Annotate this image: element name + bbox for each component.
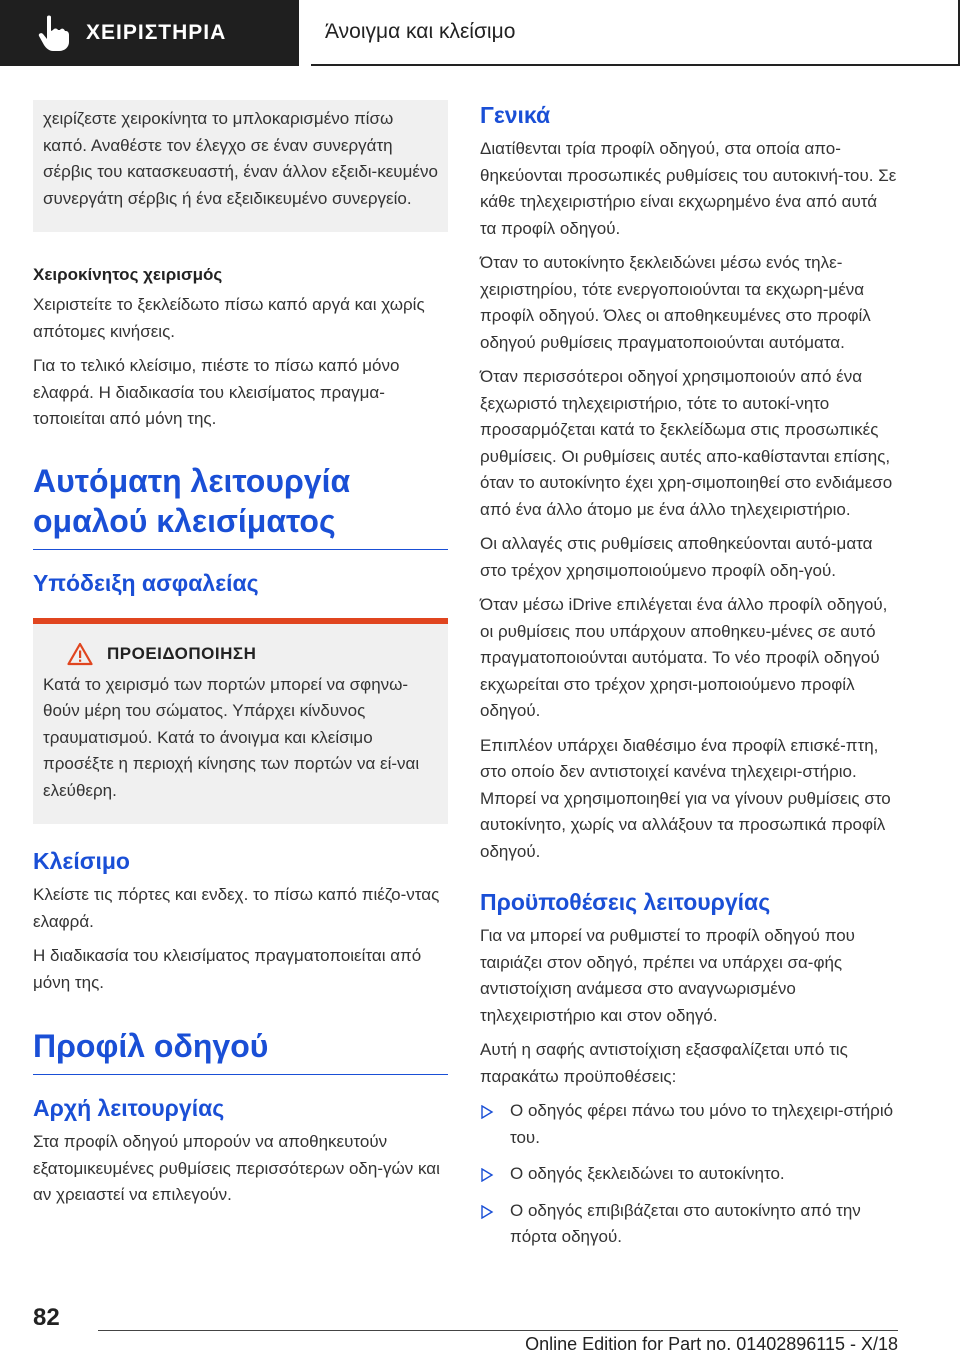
general-text-6: Επιπλέον υπάρχει διαθέσιμο ένα προφίλ επισκέ‐πτη, στο οποίο δεν αντιστοιχεί κανένα τηλεχειρι‐στήριο. Μπορεί να χρησιμοποιηθεί για να γίνουν ρυθμίσεις στο αυτοκίνητο, χωρίς να αλλάξουν τα προσωπικά προφίλ οδηγού. (480, 735, 891, 861)
principle-text: Στα προφίλ οδηγού μπορούν να αποθηκευτούν εξατομικευμένες ρυθμίσεις περισσότερων οδη‐γών και αν χρειαστεί να επιλεγούν. (33, 1132, 440, 1204)
closing-heading: Κλείσιμο (33, 848, 130, 874)
section-label: ΧΕΙΡΙΣΤΗΡΙΑ (86, 21, 227, 44)
general-heading: Γενικά (480, 102, 551, 128)
edition-text: Online Edition for Part no. 01402896115 - X/18 (525, 1334, 898, 1354)
driver-profile-heading: Προφίλ οδηγού (33, 1026, 448, 1075)
triangle-bullet-icon (480, 1168, 494, 1182)
intro-box (33, 100, 448, 232)
page-number: 82 (33, 1304, 60, 1331)
triangle-bullet-icon (480, 1205, 494, 1219)
manual-operation-text-2: Για το τελικό κλείσιμο, πιέστε το πίσω καπό μόνο ελαφρά. Η διαδικασία του κλεισίματος πραγμα‐τοποιείται από μόνη της. (33, 356, 400, 428)
chapter-title: Άνοιγμα και κλείσιμο (325, 20, 516, 43)
list-item (480, 1161, 898, 1188)
prerequisites-heading: Προϋποθέσεις λειτουργίας (480, 889, 771, 915)
warning-box (33, 618, 448, 825)
list-item-text: Ο οδηγός ξεκλειδώνει το αυτοκίνητο. (510, 1164, 785, 1183)
list-item-text: Ο οδηγός επιβιβάζεται στο αυτοκίνητο από την πόρτα οδηγού. (510, 1200, 861, 1246)
page-header (0, 0, 960, 84)
soft-close-heading: Αυτόματη λειτουργία ομαλού κλεισίματος (33, 461, 448, 550)
closing-text-2: Η διαδικασία του κλεισίματος πραγματοποιείται από μόνη της. (33, 946, 422, 992)
hand-pointer-icon (30, 9, 78, 57)
closing-text-1: Κλείστε τις πόρτες και ενδεχ. το πίσω καπό πιέζο‐ντας ελαφρά. (33, 885, 440, 931)
triangle-bullet-icon (480, 1105, 494, 1119)
safety-note-heading: Υπόδειξη ασφαλείας (33, 569, 259, 596)
general-text-5: Όταν μέσω iDrive επιλέγεται ένα άλλο προφίλ οδηγού, οι ρυθμίσεις που υπάρχουν αποθηκευ‐μένες σε αυτό πραγματοποιούνται αυτόματα. Το νέο προφίλ οδηγού εκχωρείται στο τρέχον χρησι‐μοποιούμενο προφίλ οδηγού. (480, 595, 888, 720)
manual-operation-heading: Χειροκίνητος χειρισμός (33, 265, 223, 284)
prerequisites-text-2: Αυτή η σαφής αντιστοίχιση εξασφαλίζεται υπό τις παρακάτω προϋποθέσεις: (480, 1040, 848, 1086)
chapter-tab (311, 0, 960, 66)
warning-triangle-icon (67, 642, 93, 666)
principle-heading: Αρχή λειτουργίας (33, 1095, 225, 1121)
prerequisites-list (480, 1098, 898, 1251)
general-text-3: Όταν περισσότεροι οδηγοί χρησιμοποιούν από ένα ξεχωριστό τηλεχειριστήριο, τότε το αυτοκί‐νητο προσαρμόζεται κατά το ξεκλείδωμα στις προσωπικές ρυθμίσεις. Οι ρυθμίσεις αυτές απο‐καθίστανται επίσης, όταν το αυτοκίνητο έχει χρη‐σιμοποιηθεί στο ενδιάμεσο από ένα άλλο άτομο με ένα άλλο τηλεχειριστήριο. (480, 367, 893, 519)
warning-title-row (67, 642, 438, 666)
list-item (480, 1198, 898, 1251)
left-column (33, 100, 448, 1217)
right-column (480, 100, 898, 1261)
general-text-4: Οι αλλαγές στις ρυθμίσεις αποθηκεύονται αυτό‐ματα στο τρέχον χρησιμοποιούμενο προφίλ οδη‐γού. (480, 534, 873, 580)
general-text-2: Όταν το αυτοκίνητο ξεκλειδώνει μέσω ενός τηλε‐χειριστηρίου, τότε ενεργοποιούνται τα εκχωρη‐μένα προφίλ οδηγού. Όλες οι αποθηκευμένες στο προφίλ οδηγού ρυθμίσεις πραγματοποιούνται αυτόματα. (480, 253, 871, 352)
manual-operation-text-1: Χειριστείτε το ξεκλείδωτο πίσω καπό αργά και χωρίς απότομες κινήσεις. (33, 295, 425, 341)
footer-rule (98, 1330, 898, 1331)
list-item-text: Ο οδηγός φέρει πάνω του μόνο το τηλεχειρι‐στήριό του. (510, 1101, 894, 1147)
page-footer (0, 1300, 960, 1362)
prerequisites-text-1: Για να μπορεί να ρυθμιστεί το προφίλ οδηγού που ταιριάζει στον οδηγό, πρέπει να υπάρχει σα‐φής αντιστοίχιση ανάμεσα στο αναγνωρισμένο τηλεχειριστήριο και στον οδηγό. (480, 926, 855, 1025)
section-tab (0, 0, 299, 66)
warning-title: ΠΡΟΕΙΔΟΠΟΙΗΣΗ (107, 643, 257, 663)
list-item (480, 1098, 898, 1151)
warning-text: Κατά το χειρισμό των πορτών μπορεί να σφηνω‐θούν μέρη του σώματος. Υπάρχει κίνδυνος τραυματισμού. Κατά το άνοιγμα και κλείσιμο προσέξτε η περιοχή κίνησης των πορτών να εί‐ναι ελεύθερη. (43, 674, 420, 800)
general-text-1: Διατίθενται τρία προφίλ οδηγού, στα οποία απο‐θηκεύονται προσωπικές ρυθμίσεις του αυτοκινή‐του. Σε κάθε τηλεχειριστήριο είναι εκχωρημένο ένα από αυτά τα προφίλ οδηγού. (480, 139, 897, 238)
intro-box-text: χειρίζεστε χειροκίνητα το μπλοκαρισμένο πίσω καπό. Αναθέστε τον έλεγχο σε έναν συνεργάτη σέρβις του κατασκευαστή, έναν άλλον εξειδι‐κευμένο συνεργάτη σέρβις ή ένα εξειδικευμένο συνεργείο. (43, 109, 438, 208)
